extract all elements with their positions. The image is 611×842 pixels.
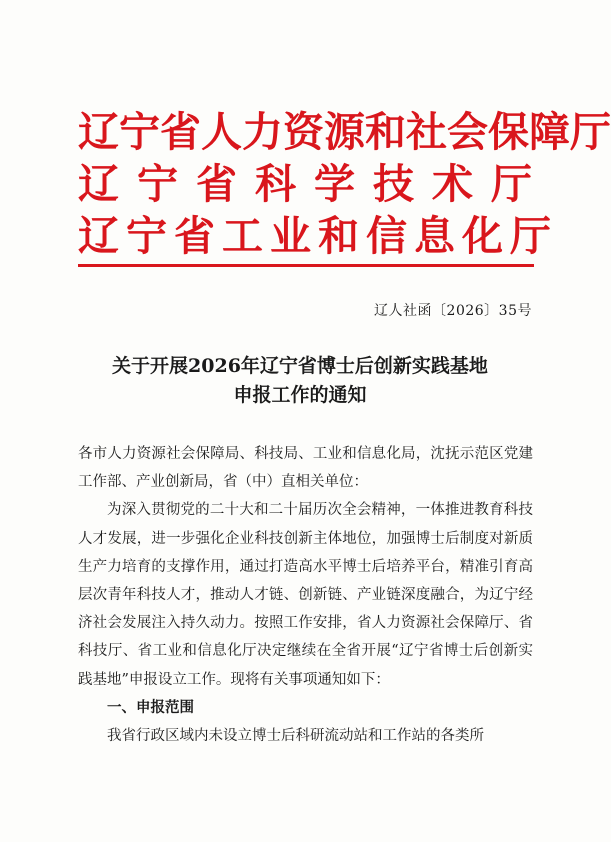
org-name-science: 辽宁省科学技术厅 bbox=[78, 160, 550, 208]
issuing-organizations bbox=[78, 106, 611, 262]
org-name-hrss: 辽宁省人力资源和社会保障厅 bbox=[78, 108, 611, 156]
addressee: 各市人力资源社会保障局、科技局、工业和信息化局，沈抚示范区党建工作部、产业创新局，省（中）直相关单位： bbox=[78, 446, 533, 491]
document-body bbox=[78, 440, 533, 750]
section-heading: 一、申报范围 bbox=[107, 698, 194, 716]
title-line-2: 申报工作的通知 bbox=[233, 384, 367, 406]
intro-paragraph: 为深入贯彻党的二十大和二十届历次全会精神，一体推进教育科技人才发展，进一步强化企业科技创新主体地位，加强博士后制度对新质生产力培育的支撑作用，通过打造高水平博士后培养平台，精准引育高层次青年科技人才，推动人才链、创新链、产业链深度融合，为辽宁经济社会发展注入持久动力。按照工作安排，省人力资源社会保障厅、省科技厅、省工业和信息化厅决定继续在全省开展“辽宁省博士后创新实践基地”申报设立工作。现将有关事项通知如下： bbox=[78, 502, 533, 688]
org-name-industry: 辽宁省工业和信息化厅 bbox=[78, 212, 558, 260]
notice-title bbox=[60, 352, 540, 410]
section-text: 我省行政区域内未设立博士后科研流动站和工作站的各类所 bbox=[107, 728, 484, 745]
document-number: 辽人社函〔2026〕35号 bbox=[374, 303, 532, 319]
header-red-divider bbox=[78, 264, 534, 267]
title-line-1: 关于开展2026年辽宁省博士后创新实践基地 bbox=[112, 355, 488, 377]
